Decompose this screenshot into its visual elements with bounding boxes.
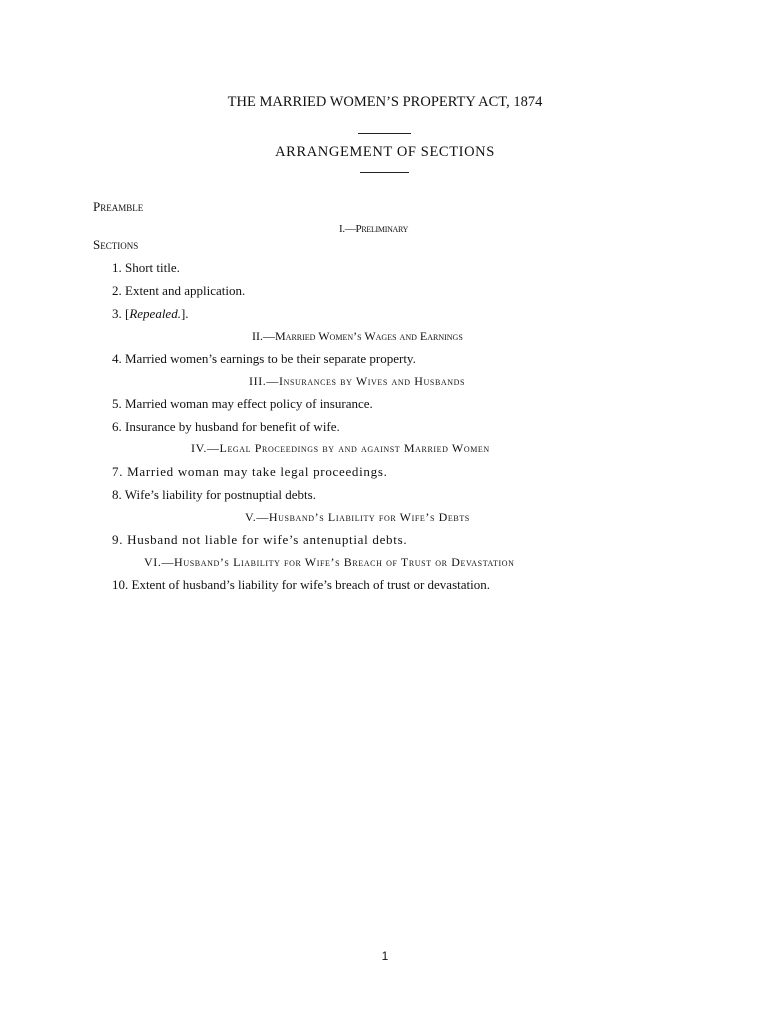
title-divider	[358, 133, 411, 134]
section-3	[112, 306, 189, 322]
section-10: 10. Extent of husband’s liability for wife’s breach of trust or devastation.	[112, 577, 490, 592]
section-8: 8. Wife’s liability for postnuptial debts.	[112, 487, 316, 502]
preamble-label: Preamble	[93, 199, 144, 214]
section-2: 2. Extent and application.	[112, 283, 246, 298]
section-1: 1. Short title.	[112, 260, 180, 275]
section-3-suffix: ].	[180, 306, 189, 321]
section-9: 9. Husband not liable for wife’s antenuptial debts.	[112, 532, 408, 547]
page-number: 1	[381, 949, 389, 963]
chapter-heading-6: VI.—Husband’s Liability for Wife’s Breach of Trust or Devastation	[144, 555, 515, 569]
subtitle-divider	[360, 172, 409, 173]
document-subtitle: ARRANGEMENT OF SECTIONS	[275, 144, 495, 160]
section-4: 4. Married women’s earnings to be their separate property.	[112, 351, 416, 366]
chapter-heading-4: IV.—Legal Proceedings by and against Married Women	[191, 441, 490, 455]
chapter-heading-2: II.—Married Women’s Wages and Earnings	[252, 329, 463, 343]
sections-label: Sections	[93, 237, 139, 252]
section-5: 5. Married woman may effect policy of insurance.	[112, 396, 373, 411]
chapter-heading-5: V.—Husband’s Liability for Wife’s Debts	[245, 510, 470, 524]
chapter-heading-1: I.—Preliminary	[339, 223, 409, 235]
section-3-repealed: Repealed.	[129, 306, 181, 321]
section-3-prefix: 3. [	[112, 306, 130, 321]
section-7: 7. Married woman may take legal proceedings.	[112, 464, 388, 479]
document-title: THE MARRIED WOMEN’S PROPERTY ACT, 1874	[227, 94, 543, 110]
section-6: 6. Insurance by husband for benefit of wife.	[112, 419, 340, 434]
chapter-heading-3: III.—Insurances by Wives and Husbands	[249, 374, 466, 388]
